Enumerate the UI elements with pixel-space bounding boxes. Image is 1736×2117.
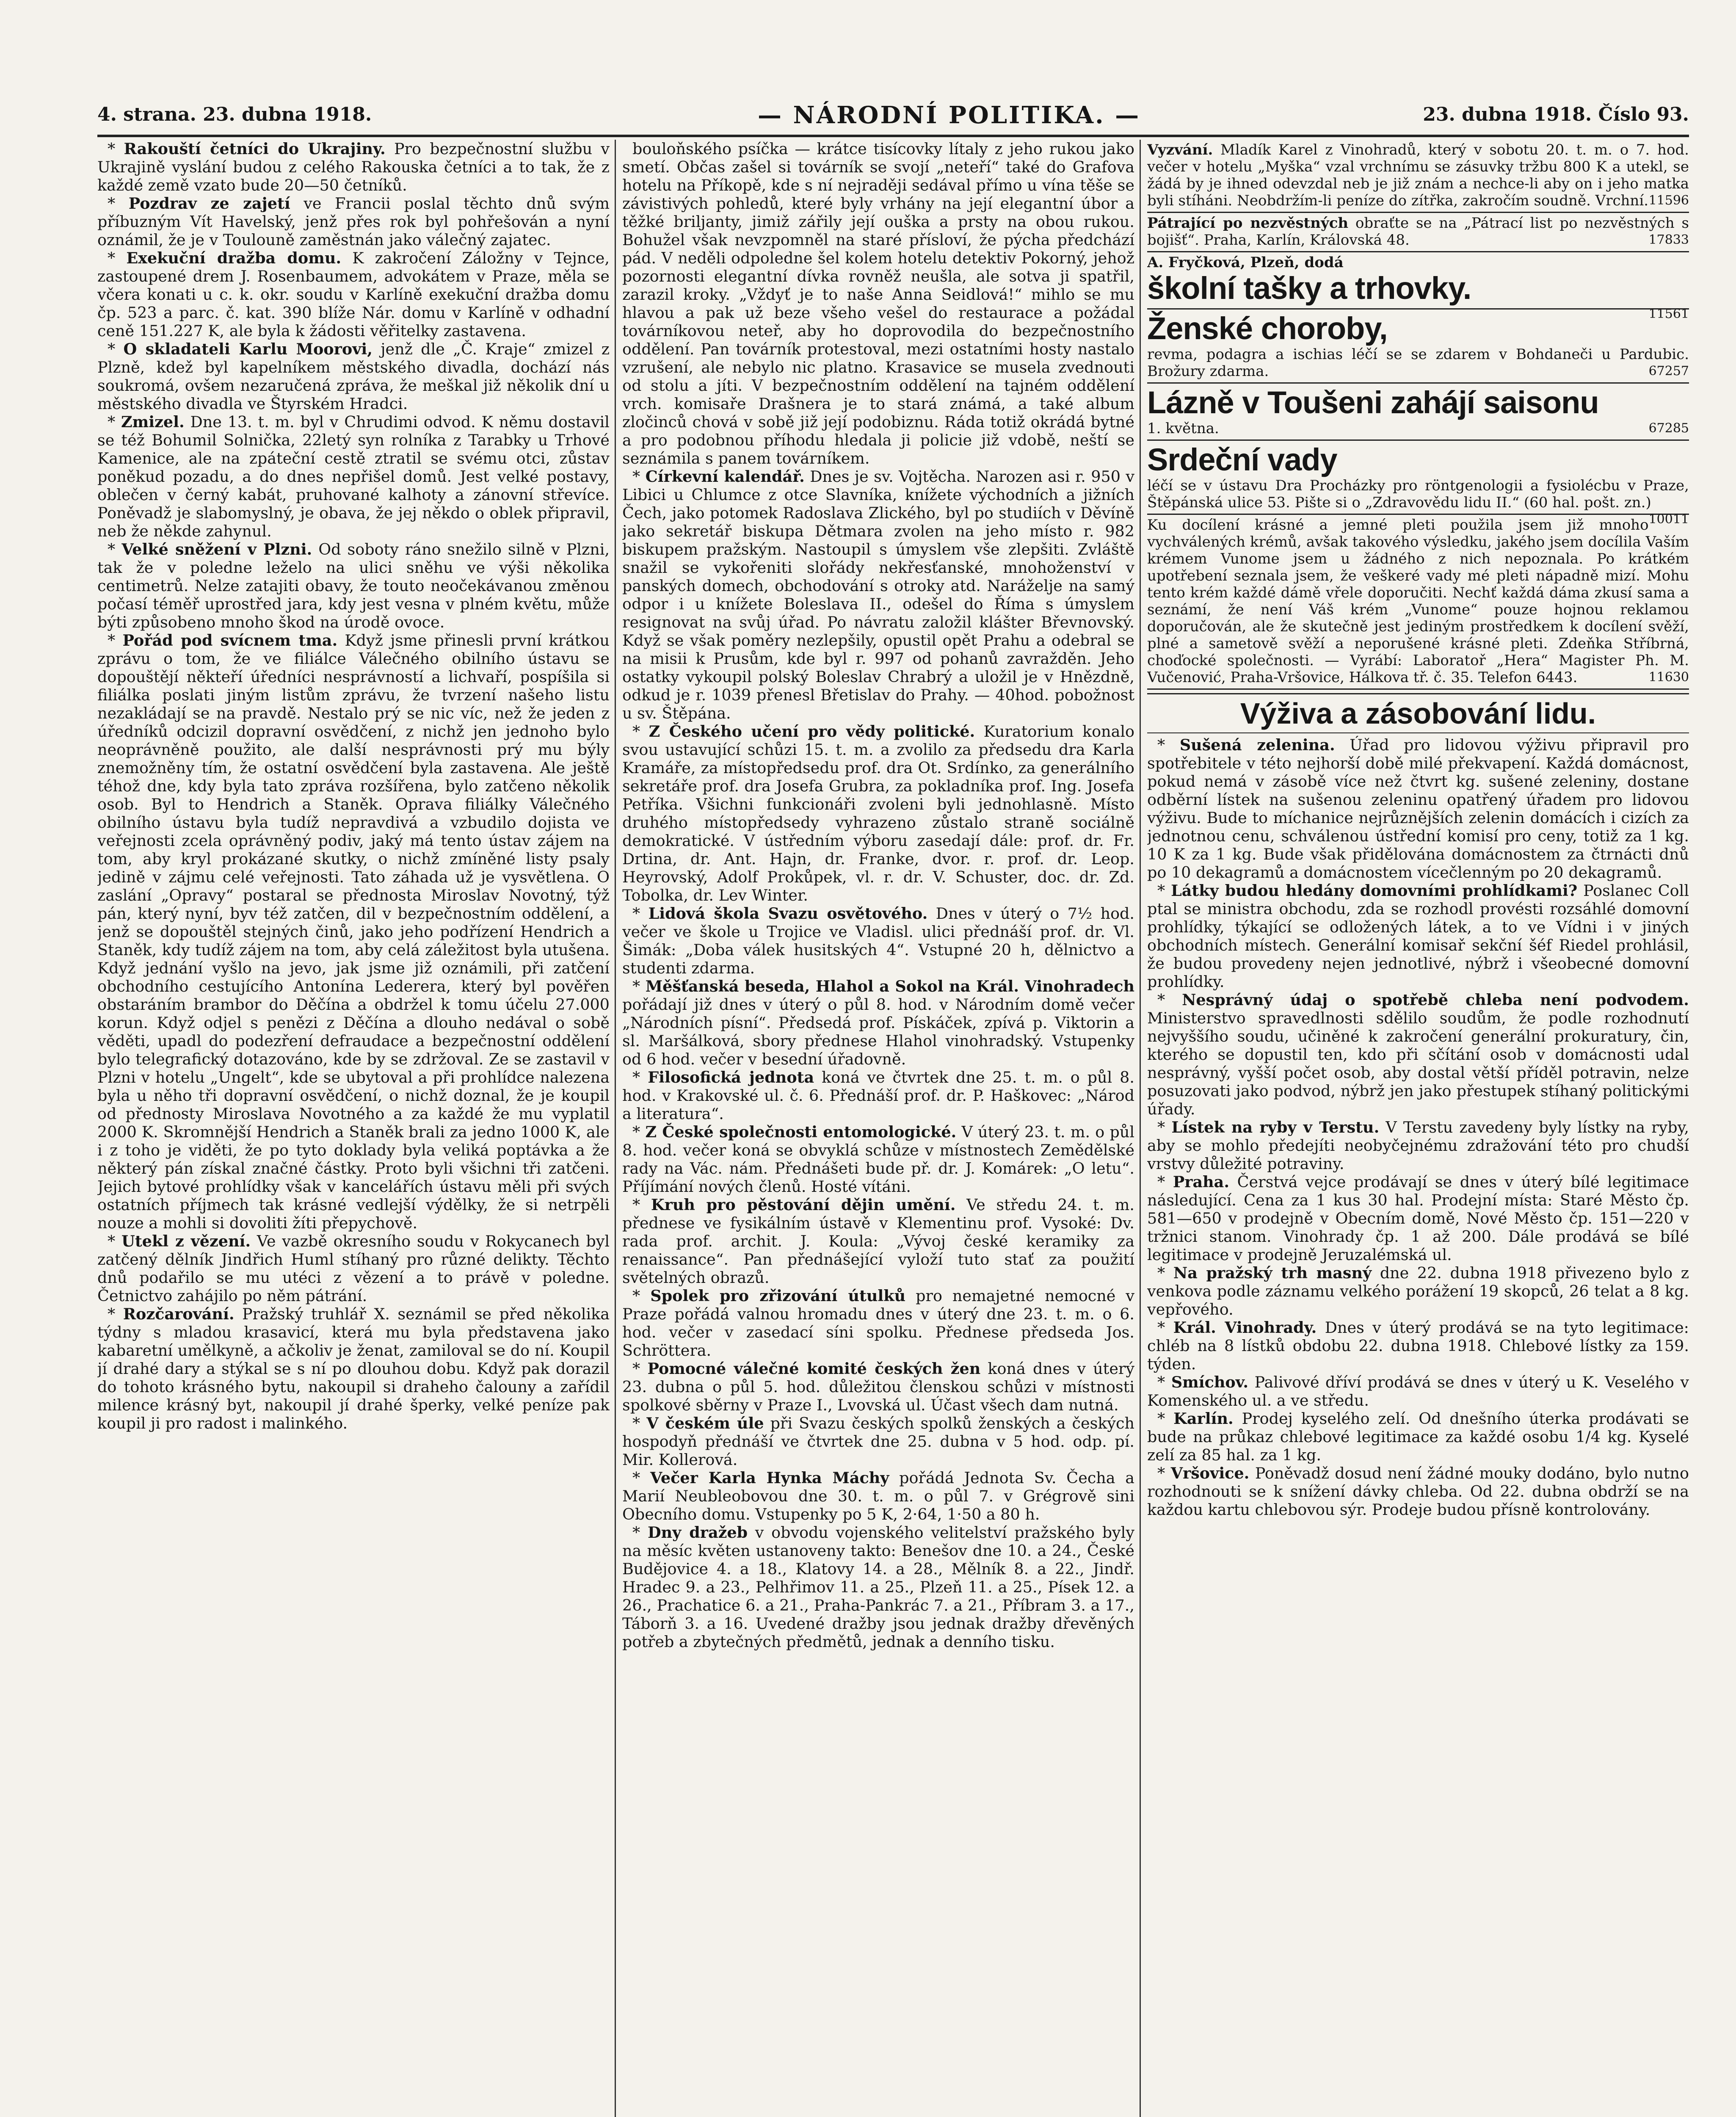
news-article: * Kruh pro pěstování dějin umění. Ve středu 24. t. m. přednese ve fysikálním ústavě v Klementinu prof. Vysoké: Dv. rada prof. archit. J. Koula: „Vývoj české keramiky za renaissance“. Pan přednášející vyloží tuto stať za použití světelných obrazů. — [622, 1196, 1134, 1287]
news-article: * Pořád pod svícnem tma. Když jsme přinesli první krátkou zprávu o tom, že ve filiálce Válečného obilního ústavu se dopouštějí někteří úředníci nesprávností a lichvaří, pospíšila si filiálka poslati jiným listům zprávu, že tvrzení našeho listu nezakládají se na pravdě. Nestalo prý se nic víc, než že jeden z úředníků odcizil dopravní osvědčení, z nichž jen jednoho bylo neoprávněně použito, ale další nesprávnosti prý mu býly znemožněny tím, že ostatní osvědčení byla zastavena. Ale ještě téhož dne, kdy byla tato zpráva rozšířena, bylo zatčeno několik osob. Byl to Hendrich a Staněk. Oprava filiálky Válečného obilního ústavu byla tudíž nepravdivá a vzbudilo dojista ve veřejnosti zcela oprávněný podiv, jaký má tento ústav zájem na tom, aby kryl prokázané skutky, o nichž zmíněné listy psaly jedině v zájmu celé veřejnosti. Tato záhada už je vysvětlena. O zaslání „Opravy“ postaral se přednosta Miroslav Novotný, týž pán, který nyní, byv též zatčen, dil v bezpečnostním oddělení, a jenž se dopouštěl stejných činů, jako jeho podřízení Hendrich a Staněk, kdy tudíž zájem na tom, aby celá záležitost byla utušena. Když jednání vyšlo na jevo, jak jsme již oznámili, při zatčení obchodního cestujícího Antonína Lederera, který byl pověřen obstaráním brambor do Děčína a obdržel k tomu účelu 27.000 korun. Když odjel s penězi z Děčína a dlouho nedával o sobě věděti, upadl do podezření defraudace a bezpečnostní oddělení bylo telegrafický dotazováno, kde by se zdržoval. Ze se zastavil v Plzni v hotelu „Ungelt“, kde se ubytoval a při prohlídce nalezena byla u něho tři dopravní osvědčení, o nichž doznal, že je koupil od přednosty Miroslava Novotného a za každé že mu vyplatil 2000 K. Skromnější Hendrich a Staněk brali za jedno 1000 K, ale i z toho je viděti, že po tyto doklady byla veliká poptávka a že některý pán získal značné částky. Proto byli všichni tři zatčeni. Jejich bytové prohlídky však v kancelářích ústavu měli při svých ostatních příjmech tak krásné vedlejší výdělky, že si netrpěli nouze a mohli si dovoliti žíti přepychově. — [97, 631, 610, 1232]
advertisement-block — [1147, 140, 1689, 690]
article-body: Čerstvá vejce prodávají se dnes v úterý bílé legitimace následující. Cena za 1 kus 30 hal. Prodejní místa: Staré Město čp. 581—650 v prodejně v Obecním domě, Nové Město čp. 151—220 v tržnici stanom. Vinohrady čp. 1 až 200. Dále prodává se bílé legitimace v prodejně Jeruzalémská ul. — [1147, 1173, 1689, 1264]
news-article: * Měšťanská beseda, Hlahol a Sokol na Král. Vinohradech pořádají již dnes v úterý o půl 8. hod. v Národním domě večer „Národních písní“. Předsedá prof. Pískáček, zpívá p. Viktorin a sl. Maršálková, sbory přednese Hlahol vinohradský. Vstupenky od 6 hod. večer v besední úřadovně. — [622, 977, 1134, 1068]
article-title: Vršovice. — [1170, 1464, 1250, 1482]
article-title: Večer Karla Hynka Máchy — [650, 1469, 889, 1487]
news-article: * Na pražský trh masný dne 22. dubna 1918 přivezeno bylo z venkova podle záznamu velkého porážení 19 skopců, 26 telat a 8 kg. vepřového. — [1147, 1264, 1689, 1318]
article-title: Lístek na ryby v Terstu. — [1171, 1118, 1380, 1136]
article-title: Na pražský trh masný — [1173, 1264, 1372, 1282]
article-body: Ministerstvo spravedlnosti sdělilo soudům, že podle rozhodnutí nejvyššího soudu, učiněné k zakročení generální prokuratury, čin, kterého se dopustil ten, kdo při sčítání osob v domácnosti udal nesprávný, vyšší počet osob, aby dostal větší příděl potravin, nelze posuzovati jako podvod, nýbrž jen jako přestupek stíhaný politickými úřady. — [1147, 1009, 1689, 1118]
column-1 — [97, 140, 610, 2117]
news-article: * Rakouští četníci do Ukrajiny. Pro bezpečnostní službu v Ukrajině vyslání budou z celého Rakouska četníci a to tak, že z každé země vzato bude 20—50 četníků. — [97, 140, 610, 194]
header-page-date: 4. strana. 23. dubna 1918. — [97, 104, 372, 125]
article-title: Utekl z vězení. — [121, 1232, 251, 1250]
ad-body: léčí se v ústavu Dra Procházky pro röntgenologii a fysiolécbu v Praze, Štěpánská ulice 53. Pište si o „Zdravovědu lidu II.“ (60 hal. pošt. zn.) — [1147, 477, 1689, 511]
article-title: Dny dražeb — [647, 1523, 748, 1542]
ad-number: 10011 — [1648, 512, 1689, 527]
ad-number: 67257 — [1648, 364, 1689, 379]
news-article: * Vršovice. Poněvadž dosud není žádné mouky dodáno, bylo nutno rozhodnouti se k snížení dávky chleba. Od 22. dubna obdrží se na každou kartu chlebovou sýr. Prodeje budou přísně kontrolovány. — [1147, 1464, 1689, 1519]
column-2 — [622, 140, 1134, 2117]
article-title: Nesprávný údaj o spotřebě chleba není podvodem. — [1182, 991, 1689, 1009]
header-issue-number: 23. dubna 1918. Číslo 93. — [1423, 104, 1689, 125]
ad-headline: Ženské choroby, — [1147, 311, 1388, 346]
article-body: ve Francii poslal těchto dnů svým příbuzným Vít Havelský, jenž přes rok byl pohřešován a nyní oznámil, že je v Toulouně zaměstnán jako válečný zajatec. — [97, 194, 610, 249]
article-title: Církevní kalendář. — [645, 467, 805, 486]
page-header — [97, 101, 1689, 133]
news-article: * Látky budou hledány domovními prohlídkami? Poslanec Coll ptal se ministra obchodu, zda se rozhodl provésti rozsáhlé domovní prohlídky, týkající se odložených látek, a to ve Vídni i v jiných obchodních místech. Generální komisař sekční šéf Riedel prohlásil, že budou provedeny nejen jednotlivé, nýbrž i všeobecné domovní prohlídky. — [1147, 882, 1689, 991]
article-title: Filosofická jednota — [648, 1068, 814, 1086]
ad-title: Pátrající po nezvěstných — [1147, 215, 1349, 232]
article-title: Král. Vinohrady. — [1173, 1318, 1317, 1337]
article-body: V Terstu zavedeny byly lístky na ryby, aby se mohlo předejíti neobyčejnému zdražování této pro chudší vrstvy důležité potraviny. — [1147, 1118, 1689, 1173]
news-article: * Z Českého učení pro vědy politické. Kuratorium konalo svou ustavující schůzi 15. t. m. a zvolilo za předsedu dra Karla Kramáře, za místopředsedu prof. dra Ot. Srdínko, za generálního sekretáře prof. dra Josefa Grubra, za pokladníka prof. Ing. Josefa Petříka. Všichni funkcionáři zvoleni byli jednohlasně. Místo druhého místopředsedy vyhrazeno zůstalo straně sociálně demokratické. V ústředním výboru zasedají dále: prof. dr. Fr. Drtina, dr. Ant. Hajn, dr. Franke, dvor. r. prof. dr. Leop. Heyrovský, Adolf Prokůpek, vl. r. dr. V. Schuster, doc. dr. Zd. Tobolka, dr. Lev Winter. — [622, 722, 1134, 904]
article-title: Rakouští četníci do Ukrajiny. — [124, 140, 386, 158]
ad-number: 67285 — [1648, 421, 1689, 436]
article-body: pro nemajetné nemocné v Praze pořádá valnou hromadu dnes v úterý dne 23. t. m. o 6. hod. večer v zasedací síni spolku. Přednese předseda Jos. Schröttera. — [622, 1287, 1134, 1360]
article-body: pořádá Jednota Sv. Čecha a Marií Neubleobovou dne 30. t. m. o půl 7. v Grégrově sini Obecního domu. Vstupenky po 5 K, 2·64, 1·50 a 80 h. — [622, 1469, 1134, 1523]
ad-headline: Srdeční vady — [1147, 442, 1337, 477]
article-body: Když jsme přinesli první krátkou zprávu o tom, že ve filiálce Válečného obilního ústavu se dopouštějí někteří úředníci nesprávností a lichvaří, pospíšila si filiálka poslati jiným listům zprávu, že tvrzení našeho listu nezakládají se na pravdě. Nestalo prý se nic víc, než že jeden z úředníků odcizil dopravní osvědčení, z nichž jen jednoho bylo neoprávněně použito, ale další nesprávnosti prý mu býly znemožněny tím, že ostatní osvědčení byla zastavena. Ale ještě téhož dne, kdy byla tato zpráva rozšířena, bylo zatčeno několik osob. Byl to Hendrich a Staněk. Oprava filiálky Válečného obilního ústavu byla tudíž nepravdivá a vzbudilo dojista ve veřejnosti zcela oprávněný podiv, jaký má tento ústav zájem na tom, aby kryl prokázané skutky, o nichž zmíněné listy psaly jedině v zájmu celé veřejnosti. Tato záhada už je vysvětlena. O zaslání „Opravy“ postaral se přednosta Miroslav Novotný, týž pán, který nyní, byv též zatčen, dil v bezpečnostním oddělení, a jenž se dopouštěl stejných činů, jako jeho podřízení Hendrich a Staněk, kdy tudíž zájem na tom, aby celá záležitost byla utušena. Když jednání vyšlo na jevo, jak jsme již oznámili, při zatčení obchodního cestujícího Antonína Lederera, který byl pověřen obstaráním brambor do Děčína a obdržel k tomu účelu 27.000 korun. Když odjel s penězi z Děčína a dlouho nedával o sobě věděti, upadl do podezření defraudace a bezpečnostní oddělení bylo telegrafický dotazováno, kde by se zdržoval. Ze se zastavil v Plzni v hotelu „Ungelt“, kde se ubytoval a při prohlídce nalezena byla u něho tři dopravní osvědčení, o nichž doznal, že je koupil od přednosty Miroslava Novotného a za každé že mu vyplatil 2000 K. Skromnější Hendrich a Staněk brali za jedno 1000 K, ale i z toho je viděti, že po tyto doklady byla veliká poptávka a že některý pán získal značné částky. Proto byli všichni tři zatčeni. Jejich bytové prohlídky však v kancelářích ústavu měli při svých ostatních příjmech tak krásné vedlejší výdělky, že si netrpěli nouze a mohli si dovoliti žíti přepychově. — [97, 631, 610, 1232]
article-title: Lidová škola Svazu osvětového. — [648, 904, 928, 923]
article-title: Velké sněžení v Plzni. — [121, 540, 312, 558]
ad-title: A. Fryčková, Plzeň, dodá — [1147, 254, 1344, 271]
news-article: * Dny dražeb v obvodu vojenského velitelství pražského byly na měsíc květen ustanoveny takto: Benešov dne 10. a 24., České Budějovice 4. a 18., Klatovy 14. a 28., Mělník 8. a 22., Jindř. Hradec 9. a 23., Pelhřimov 11. a 25., Plzeň 11. a 25., Písek 12. a 26., Prachatice 6. a 21., Praha-Pankrác 7. a 21., Příbram 3. a 17., Táborň 3. a 16. Uvedené dražby jsou jednak dražby dřevěných potřeb a zbytečných předmětů, jednak a denního tisku. — [622, 1523, 1134, 1651]
ad-body: 1. května. — [1147, 420, 1219, 437]
news-article — [622, 140, 1134, 467]
classified-ad — [1147, 441, 1689, 527]
news-article: * Rozčarování. Pražský truhlář X. seznámil se před několika týdny s mladou krasavicí, která mu byla představena jako kabaretní umělkyně, a ačkoliv je ženat, zamiloval se do ní. Koupil jí drahé dary a stýkal se s ní po dlouhou dobu. Když pak dorazil do tohoto krásného bytu, nakoupil si draheho čalouny a zařídil milence krásný byt, nakoupil jí drahé šperky, velké peníze pak koupil ji pro radost i malinkého. — [97, 1305, 610, 1432]
article-title: Pomocné válečné komité českých žen — [647, 1360, 981, 1378]
article-title: Pozdrav ze zajetí — [128, 194, 290, 213]
article-body: Dnes je sv. Vojtěcha. Narozen asi r. 950 v Libici u Chlumce z otce Slavníka, knížete východních a jižních Čech, jako potomek Radoslava Zlického, byl po studiích v Děvíně jako sekretář biskupa Dětmara zvolen na jeho místo r. 982 biskupem pražským. Nastoupil s úmyslem vše zlepšiti. Zvláště snažil se vykořeniti slořády nekřesťanské, mnohoženství v panských domech, obchodování s otroky atd. Naráželje na samý odpor i u knížete Boleslava II., odešel do Říma s úmyslem resignovat na svůj úřad. Po návratu založil klášter Břevnovský. Když se však poměry nezlepšily, opustil opět Prahu a odebral se na misii k Prusům, kde byl r. 997 od pohanů zavražděn. Jeho ostatky vykoupil polský Boleslav Chrabrý a uložil je v Hnězdně, odkud je r. 1039 přenesl Břetislav do Prahy. — 40hod. pobožnost u sv. Štěpána. — [622, 467, 1134, 722]
article-body: koná ve čtvrtek dne 25. t. m. o půl 8. hod. v Krakovské ul. č. 6. Přednáší prof. dr. P. Haškovec: „Národ a literatura“. — [622, 1068, 1134, 1123]
ad-number: 17833 — [1648, 232, 1689, 247]
article-body: Kuratorium konalo svou ustavující schůzi 15. t. m. a zvolilo za předsedu dra Karla Kramáře, za místopředsedu prof. dra Ot. Srdínko, za generálního sekretáře prof. dra Josefa Grubra, za pokladníka prof. Ing. Josefa Petříka. Všichni funkcionáři zvoleni byli jednohlasně. Místo druhého místopředsedy vyhrazeno zůstalo straně sociálně demokratické. V ústředním výboru zasedají dále: prof. dr. Fr. Drtina, dr. Ant. Hajn, dr. Franke, dvor. r. prof. dr. Leop. Heyrovský, Adolf Prokůpek, vl. r. dr. V. Schuster, doc. dr. Zd. Tobolka, dr. Lev Winter. — [622, 722, 1134, 904]
article-title: O skladateli Karlu Moorovi, — [123, 340, 373, 358]
column-divider — [1140, 140, 1141, 2117]
ad-headline: Lázně v Toušeni zahájí saisonu — [1147, 385, 1599, 420]
news-article: * Lístek na ryby v Terstu. V Terstu zavedeny byly lístky na ryby, aby se mohlo předejíti neobyčejnému zdražování této pro chudší vrstvy důležité potraviny. — [1147, 1118, 1689, 1173]
article-body: pořádají již dnes v úterý o půl 8. hod. v Národním domě večer „Národních písní“. Předsedá prof. Pískáček, zpívá p. Viktorin a sl. Maršálková, sbory přednese Hlahol vinohradský. Vstupenky od 6 hod. večer v besední úřadovně. — [622, 995, 1134, 1068]
article-body: V úterý 23. t. m. o půl 8. hod. večer koná se obvyklá schůze v místnostech Zemědělské rady na Vác. nám. Přednášeti bude př. dr. J. Komárek: „O letu“. Příjímání nových členů. Hosté vítáni. — [622, 1123, 1134, 1196]
article-body: Od soboty ráno snežilo silně v Plzni, tak že v poledne leželo na ulici sněhu ve výši několika centimetrů. Nelze zatajiti obavy, že touto neočekávanou změnou počasí téměř uprostřed jara, kdy jest vesna v plném květu, může býti způsobeno mnoho škod na úrodě ovoce. — [97, 540, 610, 631]
ad-number: 11630 — [1648, 670, 1689, 685]
article-body: Ve středu 24. t. m. přednese ve fysikálním ústavě v Klementinu prof. Vysoké: Dv. rada prof. archit. J. Koula: „Vývoj české keramiky za renaissance“. Pan přednášející vyloží tuto stať za použití světelných obrazů. — [622, 1196, 1134, 1287]
column-divider — [615, 140, 616, 2117]
article-title: Karlín. — [1173, 1409, 1234, 1428]
article-body: Dnes v úterý prodává se na tyto legitimace: chléb na 8 lístků obdobu 22. dubna 1918. Chlebové lístky za 159. týden. — [1147, 1318, 1689, 1373]
article-title: Látky budou hledány domovními prohlídkami? — [1171, 882, 1578, 900]
article-title: Smíchov. — [1171, 1373, 1249, 1391]
news-article: * Spolek pro zřizování útulků pro nemajetné nemocné v Praze pořádá valnou hromadu dnes v úterý dne 23. t. m. o 6. hod. večer v zasedací síni spolku. Přednese předseda Jos. Schröttera. — [622, 1287, 1134, 1360]
news-article: * Večer Karla Hynka Máchy pořádá Jednota Sv. Čecha a Marií Neubleobovou dne 30. t. m. o půl 7. v Grégrově sini Obecního domu. Vstupenky po 5 K, 2·64, 1·50 a 80 h. — [622, 1469, 1134, 1523]
column-3 — [1147, 140, 1689, 2117]
article-title: Exekuční dražba domu. — [126, 249, 342, 267]
article-title: Sušená zelenina. — [1179, 736, 1335, 754]
article-body: Prodej kyselého zelí. Od dnešního úterka prodávati se bude na průkaz chlebové legitimace za každé osobu 1/4 kg. Kyselé zelí za 85 hal. za 1 kg. — [1147, 1409, 1689, 1464]
article-body: Poněvadž dosud není žádné mouky dodáno, bylo nutno rozhodnouti se k snížení dávky chleba. Od 22. dubna obdrží se na každou kartu chlebovou sýr. Prodeje budou přísně kontrolovány. — [1147, 1464, 1689, 1519]
news-article: * Král. Vinohrady. Dnes v úterý prodává se na tyto legitimace: chléb na 8 lístků obdobu 22. dubna 1918. Chlebové lístky za 159. týden. — [1147, 1318, 1689, 1373]
news-article: * Sušená zelenina. Úřad pro lidovou výživu připravil pro spotřebitele v této nejhorší době milé překvapení. Každá domácnost, pokud nemá v zásobě více než čtvrt kg. sušené zeleniny, dostane odběrní lístek na sušenou zeleninu opatřený úřadem pro lidovou výživu. Bude to míchanice nejrůznějších zelenin domácích i cizích za jednotnou cenu, schválenou ústřední komisí pro ceny, totiž za 1 kg. 10 K za 1 kg. Bude však přidělována domácnostem za čtrnácti dnů po 10 dekagramů a domácnostem vícečlenným po 20 dekagramů. — [1147, 736, 1689, 882]
article-body: Dnes v úterý o 7½ hod. večer ve škole u Trojice ve Vladisl. ulici přednáší prof. dr. Vl. Šimák: „Doba válek husitských 4“. Vstupné 20 h, dělnictvo a studenti zdarma. — [622, 904, 1134, 977]
news-article: * Církevní kalendář. Dnes je sv. Vojtěcha. Narozen asi r. 950 v Libici u Chlumce z otce Slavníka, knížete východních a jižních Čech, jako potomek Radoslava Zlického, byl po studiích v Děvíně jako sekretář biskupa Dětmara zvolen na jeho místo r. 982 biskupem pražským. Nastoupil s úmyslem vše zlepšiti. Zvláště snažil se vykořeniti slořády nekřesťanské, mnohoženství v panských domech, obchodování s otroky atd. Naráželje na samý odpor i u knížete Boleslava II., odešel do Říma s úmyslem resignovat na svůj úřad. Po návratu založil klášter Břevnovský. Když se však poměry nezlepšily, opustil opět Prahu a odebral se na misii k Prusům, kde byl r. 997 od pohanů zavražděn. Jeho ostatky vykoupil polský Boleslav Chrabrý a uložil je v Hnězdně, odkud je r. 1039 přenesl Břetislav do Prahy. — 40hod. pobožnost u sv. Štěpána. — [622, 467, 1134, 722]
article-title: Z České společnosti entomologické. — [645, 1123, 957, 1141]
article-body: Ve vazbě okresního soudu v Rokycanech byl zatčený dělník Jindřich Huml stíhaný pro různé delikty. Těchto dnů podařilo se mu utéci z vězení a to právě v poledne. Četnictvo zahájilo po něm pátrání. — [97, 1232, 610, 1305]
article-body: při Svazu českých spolků ženských a českých hospodyň přednáší ve čtvrtek dne 25. dubna v 5 hod. odp. pí. Mir. Kollerová. — [622, 1414, 1134, 1469]
classified-ad — [1147, 384, 1689, 441]
news-article: * Exekuční dražba domu. K zakročení Záložny v Tejnce, zastoupené drem J. Rosenbaumem, advokátem v Praze, měla se včera konati u c. k. okr. soudu v Karlíně exekuční dražba domu čp. 523 a parc. č. kat. 390 blíže Nár. domu v Karlíně v odhadní ceně 151.227 K, ale byla k žádosti věřitelky zastavena. — [97, 249, 610, 340]
classified-ad — [1147, 213, 1689, 252]
article-body: Pro bezpečnostní službu v Ukrajině vyslání budou z celého Rakouska četníci a to tak, že z každé země vzato bude 20—50 četníků. — [97, 140, 610, 194]
article-body: jenž dle „Č. Kraje“ zmizel z Plzně, kdež byl kapelníkem městského divadla, dochází nás soukromá, ovšem nezaručená zpráva, že meškal již několik dní u městského divadla ve Štyrském Hradci. — [97, 340, 610, 413]
section-heading: Výživa a zásobování lidu. — [1147, 693, 1689, 733]
news-article: * Velké sněžení v Plzni. Od soboty ráno snežilo silně v Plzni, tak že v poledne leželo na ulici sněhu ve výši několika centimetrů. Nelze zatajiti obavy, že touto neočekávanou změnou počasí téměř uprostřed jara, kdy jest vesna v plném květu, může býti způsobeno mnoho škod na úrodě ovoce. — [97, 540, 610, 631]
news-article: * Z České společnosti entomologické. V úterý 23. t. m. o půl 8. hod. večer koná se obvyklá schůze v místnostech Zemědělské rady na Vác. nám. Přednášeti bude př. dr. J. Komárek: „O letu“. Příjímání nových členů. Hosté vítáni. — [622, 1123, 1134, 1196]
ad-body: revma, podagra a ischias léčí se se zdarem v Bohdaneči u Pardubic. Brožury zdarma. — [1147, 346, 1689, 380]
classified-ad — [1147, 310, 1689, 384]
ad-body: Ku docílení krásné a jemné pleti použila jsem již mnoho vychválených krémů, avšak takového výsledku, jakého jsem docílila Vaším krémem Vunome jsem u žádného z nich nepoznala. Po krátkém upotřebení seznala jsem, že veškeré vady mé pleti nápadně mizí. Mohu tento krém každé dámě vřele doporučiti. Nechť každá dáma zkusí sama a seznámí, že není Váš krém „Vunome“ pouze hojnou reklamou doporučován, ale že skutečně jest jediným prostředkem k docílení svěží, plné a sametově svěží a neporušené krásné pleti. Zdeňka Stříbrná, choďocké společnosti. — Vyrábí: Laboratoř „Hera“ Magister Ph. M. Vučenović, Praha-Vršovice, Hálkova tř. č. 35. Telefon 6443. — [1147, 517, 1689, 686]
ad-number: 11596 — [1648, 193, 1689, 208]
article-title: Spolek pro zřizování útulků — [650, 1287, 906, 1305]
ad-title: Vyzvání. — [1147, 141, 1213, 158]
news-article: * Lidová škola Svazu osvětového. Dnes v úterý o 7½ hod. večer ve škole u Trojice ve Vladisl. ulici přednáší prof. dr. Vl. Šimák: „Doba válek husitských 4“. Vstupné 20 h, dělnictvo a studenti zdarma. — [622, 904, 1134, 977]
classified-ad — [1147, 140, 1689, 213]
masthead-title: — NÁRODNÍ POLITIKA. — — [758, 101, 1141, 129]
article-title: Pořád pod svícnem tma. — [122, 631, 338, 649]
article-title: Měšťanská beseda, Hlahol a Sokol na Král. Vinohradech — [645, 977, 1134, 995]
article-title: Praha. — [1173, 1173, 1230, 1191]
classified-ad — [1147, 515, 1689, 690]
classified-ad — [1147, 252, 1689, 321]
news-article: * Karlín. Prodej kyselého zelí. Od dnešního úterka prodávati se bude na průkaz chlebové legitimace za každé osobu 1/4 kg. Kyselé zelí za 85 hal. za 1 kg. — [1147, 1409, 1689, 1464]
news-article: * O skladateli Karlu Moorovi, jenž dle „Č. Kraje“ zmizel z Plzně, kdež byl kapelníkem městského divadla, dochází nás soukromá, ovšem nezaručená zpráva, že meškal již několik dní u městského divadla ve Štyrském Hradci. — [97, 340, 610, 413]
news-article: * Utekl z vězení. Ve vazbě okresního soudu v Rokycanech byl zatčený dělník Jindřich Huml stíhaný pro různé delikty. Těchto dnů podařilo se mu utéci z vězení a to právě v poledne. Četnictvo zahájilo po něm pátrání. — [97, 1232, 610, 1305]
news-article: * Nesprávný údaj o spotřebě chleba není podvodem. Ministerstvo spravedlnosti sdělilo soudům, že podle rozhodnutí nejvyššího soudu, učiněné k zakročení generální prokuratury, čin, kterého se dopustil ten, kdo při sčítání osob v domácnosti udal nesprávný, vyšší počet osob, aby dostal větší příděl potravin, nelze posuzovati jako podvod, nýbrž jen jako přestupek stíhaný politickými úřady. — [1147, 991, 1689, 1118]
news-article: * V českém úle při Svazu českých spolků ženských a českých hospodyň přednáší ve čtvrtek dne 25. dubna v 5 hod. odp. pí. Mir. Kollerová. — [622, 1414, 1134, 1469]
ad-body: obraťte se na „Pátrací list po nezvěstných s bojišť“. Praha, Karlín, Královská 48. — [1147, 215, 1689, 249]
article-body: K zakročení Záložny v Tejnce, zastoupené drem J. Rosenbaumem, advokátem v Praze, měla se včera konati u c. k. okr. soudu v Karlíně exekuční dražba domu čp. 523 a parc. č. kat. 390 blíže Nár. domu v Karlíně v odhadní ceně 151.227 K, ale byla k žádosti věřitelky zastavena. — [97, 249, 610, 340]
ad-number: 11561 — [1648, 307, 1689, 321]
nutrition-articles — [1147, 736, 1689, 1519]
article-title: Kruh pro pěstování dějin umění. — [651, 1196, 956, 1214]
news-article: * Zmizel. Dne 13. t. m. byl v Chrudimi odvod. K němu dostavil se též Bohumil Solnička, 22letý syn rolníka z Tarabky u Trhové Kamenice, ale na zpáteční cestě ztratil se svému otci, zůstav poněkud pozadu, a do dnes nepřišel domů. Jest velké postavy, oblečen v černý kabát, pruhované kalhoty a zánovní střevíce. Poněvadž je slabomyslný, je obava, že jej někdo o oblek připravil, neb že někde zahynul. — [97, 413, 610, 540]
news-article: * Pozdrav ze zajetí ve Francii poslal těchto dnů svým příbuzným Vít Havelský, jenž přes rok byl pohřešován a nyní oznámil, že je v Toulouně zaměstnán jako válečný zajatec. — [97, 194, 610, 249]
article-title: V českém úle — [646, 1414, 764, 1432]
article-body: bouloňského psíčka — krátce tisícovky lítaly z jeho rukou jako smetí. Občas zašel si továrník se svojí „neteří“ také do Grafova hotelu na Příkopě, kde s ní nejraději sedával přímo u vína těše se závistivých pohledů, které byly vrhány na její elegantní úbor a těžké briljanty, jimiž zářily její ouška a prsty na obou rukou. Bohužel však nevzpomněl na staré přísloví, že pýcha předchází pád. V neděli odpoledne šel kolem hotelu detektiv Pokorný, jehož pozornosti elegantní dívka rovněž neušla, ale sotva ji spatřil, zarazil kroky. „Vždyť je to naše Anna Seidlová!“ mihlo se mu hlavou a pak už beze všeho vešel do restaurace a požádal továrníkovou neteř, aby ho doprovodila do bezpečnostního oddělení. Pan továrník protestoval, mezi ostatními hosty nastalo vzrušení, ale nebylo nic platno. Krasavice se musela zvednouti od stolu a jíti. V bezpečnostním oddělení na tajném oddělení vrch. komisaře Drašnera je to stará známá, a také album zločinců chová v sobě již její podobiznu. Ráda totiž okrádá bytné a pro podobnou příhodu hledala ji policie již vdobě, neští se seznámila s panem továrníkem. — [622, 140, 1134, 467]
news-article: * Praha. Čerstvá vejce prodávají se dnes v úterý bílé legitimace následující. Cena za 1 kus 30 hal. Prodejní místa: Staré Město čp. 581—650 v prodejně v Obecním domě, Nové Město čp. 151—220 v tržnici stanom. Vinohrady čp. 1 až 200. Dále prodává se bílé legitimace v prodejně Jeruzalémská ul. — [1147, 1173, 1689, 1264]
news-article: * Smíchov. Palivové dříví prodává se dnes v úterý u K. Veselého v Komenského ul. a ve středu. — [1147, 1373, 1689, 1409]
news-article: * Filosofická jednota koná ve čtvrtek dne 25. t. m. o půl 8. hod. v Krakovské ul. č. 6. Přednáší prof. dr. P. Haškovec: „Národ a literatura“. — [622, 1068, 1134, 1123]
article-title: Rozčarování. — [123, 1305, 235, 1323]
article-body: dne 22. dubna 1918 přivezeno bylo z venkova podle záznamu velkého porážení 19 skopců, 26 telat a 8 kg. vepřového. — [1147, 1264, 1689, 1318]
article-body: Poslanec Coll ptal se ministra obchodu, zda se rozhodl provésti rozsáhlé domovní prohlídky, týkající se odložených látek, a to ve Vídni i v jiných obchodních místech. Generální komisař sekční šéf Riedel prohlásil, že budou provedeny nejen jednotlivé, nýbrž i všeobecné domovní prohlídky. — [1147, 882, 1689, 991]
article-body: Dne 13. t. m. byl v Chrudimi odvod. K němu dostavil se též Bohumil Solnička, 22letý syn rolníka z Tarabky u Trhové Kamenice, ale na zpáteční cestě ztratil se svému otci, zůstav poněkud pozadu, a do dnes nepřišel domů. Jest velké postavy, oblečen v černý kabát, pruhované kalhoty a zánovní střevíce. Poněvadž je slabomyslný, je obava, že jej někdo o oblek připravil, neb že někde zahynul. — [97, 413, 610, 540]
header-rule — [97, 135, 1689, 137]
news-article: * Pomocné válečné komité českých žen koná dnes v úterý 23. dubna o půl 5. hod. důležitou členskou schůzi v místnosti spolkové sběrny v Praze I., Lvovská ul. Účast všech dam nutná. — [622, 1360, 1134, 1414]
article-body: koná dnes v úterý 23. dubna o půl 5. hod. důležitou členskou schůzi v místnosti spolkové sběrny v Praze I., Lvovská ul. Účast všech dam nutná. — [622, 1360, 1134, 1414]
article-body: v obvodu vojenského velitelství pražského byly na měsíc květen ustanoveny takto: Benešov dne 10. a 24., České Budějovice 4. a 18., Klatovy 14. a 28., Mělník 8. a 22., Jindř. Hradec 9. a 23., Pelhřimov 11. a 25., Plzeň 11. a 25., Písek 12. a 26., Prachatice 6. a 21., Praha-Pankrác 7. a 21., Příbram 3. a 17., Táborň 3. a 16. Uvedené dražby jsou jednak dražby dřevěných potřeb a zbytečných předmětů, jednak a denního tisku. — [622, 1523, 1134, 1651]
ad-headline: školní tašky a trhovky. — [1147, 271, 1471, 306]
ad-body: Mladík Karel z Vinohradů, který v sobotu 20. t. m. o 7. hod. večer v hotelu „Myška“ vzal vrchnímu se zásuvky tržbu 800 K a utekl, se žádá by je ihned odevzdal neb je již znám a nechce-li aby on i jeho matka byli stíháni. Neobdržím-li peníze do zítřka, zakročím soudně. Vrchní. — [1147, 141, 1689, 209]
article-body: Úřad pro lidovou výživu připravil pro spotřebitele v této nejhorší době milé překvapení. Každá domácnost, pokud nemá v zásobě více než čtvrt kg. sušené zeleniny, dostane odběrní lístek na sušenou zeleninu opatřený úřadem pro lidovou výživu. Bude to míchanice nejrůznějších zelenin domácích i cizích za jednotnou cenu, schválenou ústřední komisí pro ceny, totiž za 1 kg. 10 K za 1 kg. Bude však přidělována domácnostem za čtrnácti dnů po 10 dekagramů a domácnostem vícečlenným po 20 dekagramů. — [1147, 736, 1689, 882]
article-title: Zmizel. — [121, 413, 185, 431]
article-title: Z Českého učení pro vědy politické. — [649, 722, 975, 741]
article-body: Pražský truhlář X. seznámil se před několika týdny s mladou krasavicí, která mu byla představena jako kabaretní umělkyně, a ačkoliv je ženat, zamiloval se do ní. Koupil jí drahé dary a stýkal se s ní po dlouhou dobu. Když pak dorazil do tohoto krásného bytu, nakoupil si draheho čalouny a zařídil milence krásný byt, nakoupil jí drahé šperky, velké peníze pak koupil ji pro radost i malinkého. — [97, 1305, 610, 1432]
article-body: Palivové dříví prodává se dnes v úterý u K. Veselého v Komenského ul. a ve středu. — [1147, 1373, 1689, 1409]
